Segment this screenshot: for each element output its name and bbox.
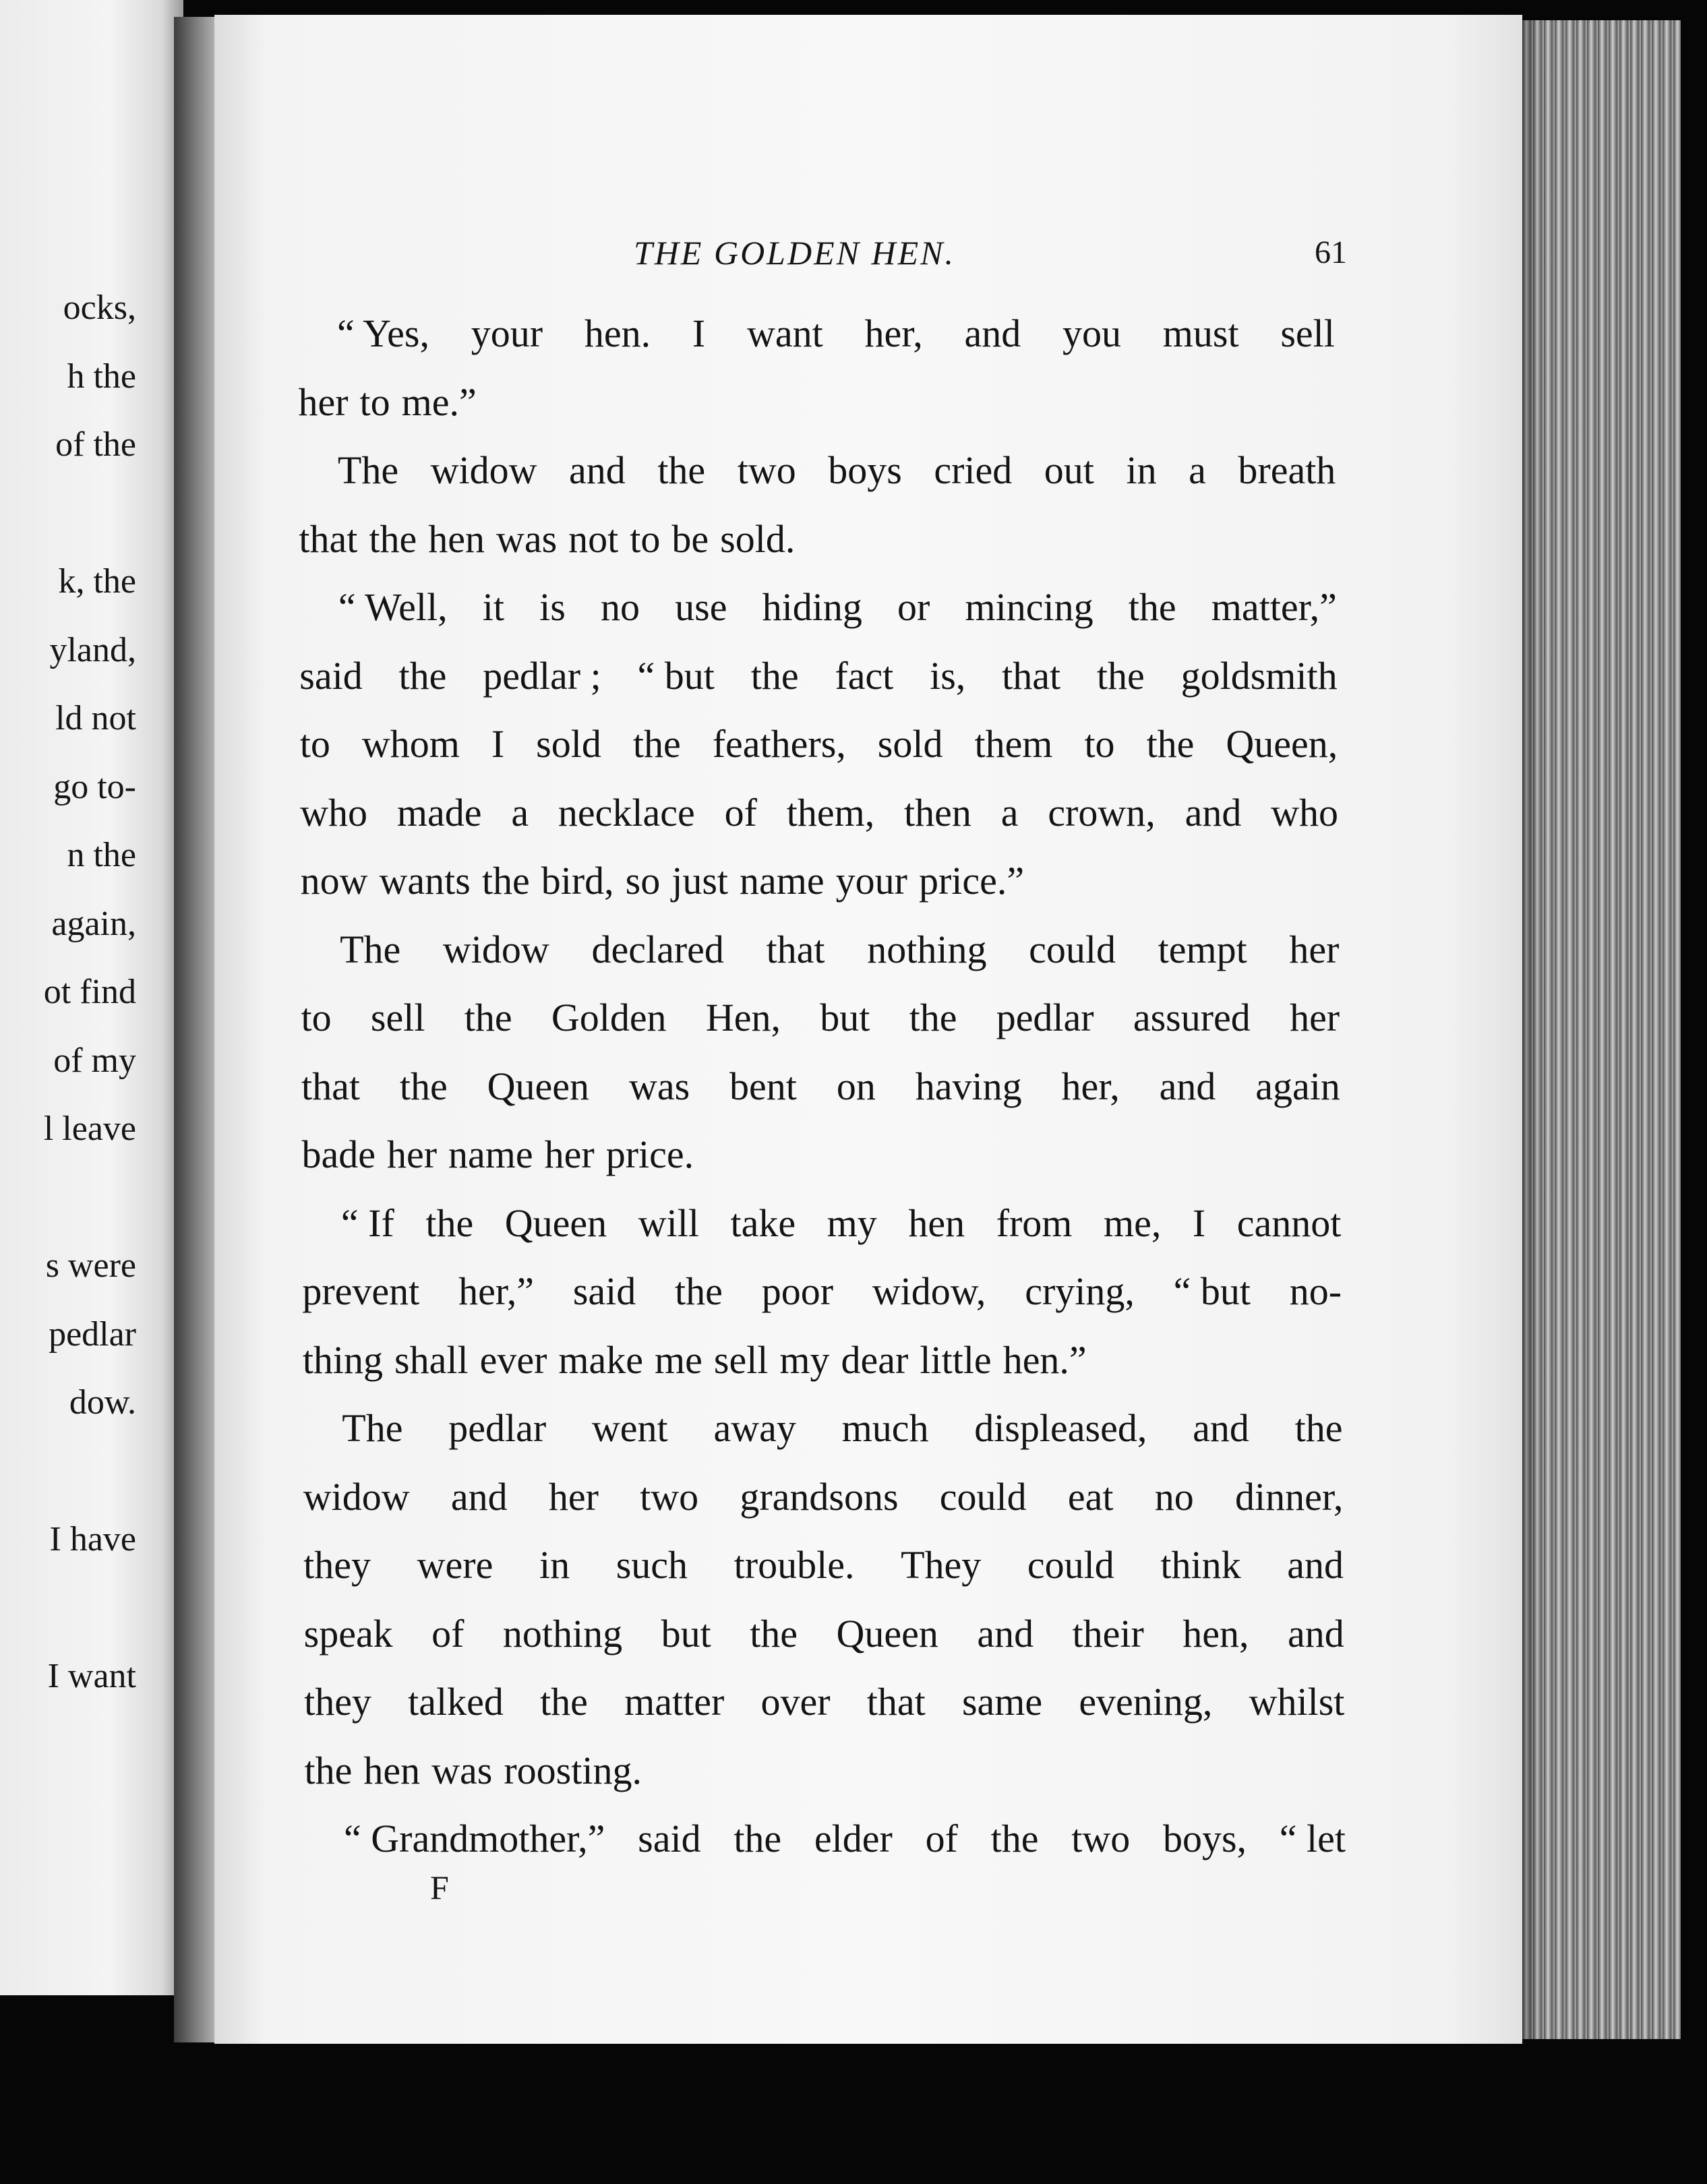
word: sold.	[720, 516, 796, 561]
left-page-line	[0, 284, 183, 332]
word: the	[990, 1817, 1039, 1860]
body-text-line	[303, 1467, 1344, 1527]
left-page-line-text: pedlar	[49, 1314, 136, 1354]
left-page-line-text: l leave	[43, 1110, 136, 1148]
word: your	[471, 311, 543, 355]
word: evening,	[1079, 1680, 1213, 1724]
left-page-line	[0, 490, 183, 537]
word: necklace	[558, 790, 695, 835]
left-page-line	[0, 1516, 183, 1563]
word: bade	[301, 1132, 376, 1176]
left-page-line	[0, 1311, 183, 1358]
left-page-line-text: h the	[67, 357, 136, 396]
word: Queen,	[1226, 722, 1338, 766]
left-page-line	[0, 1585, 183, 1632]
left-page-line-text: of the	[55, 425, 136, 464]
word: pedlar ;	[483, 653, 601, 698]
word: shall	[394, 1337, 469, 1382]
body-text-line	[300, 783, 1338, 843]
body-text-line	[299, 509, 1336, 570]
word: the	[750, 653, 799, 698]
word: me	[655, 1337, 702, 1382]
word: the	[540, 1680, 588, 1724]
word: were	[417, 1543, 493, 1587]
word: of	[431, 1611, 465, 1656]
word: hen.”	[1002, 1337, 1087, 1382]
word: said	[299, 653, 363, 698]
word: dear	[841, 1337, 909, 1382]
left-page-line-text: k, the	[58, 562, 136, 601]
word: the	[1128, 585, 1176, 629]
word: I	[1192, 1201, 1206, 1245]
word: a	[1000, 790, 1019, 835]
word: a	[1189, 448, 1206, 492]
word: widow	[430, 448, 537, 492]
word: price.	[605, 1132, 694, 1176]
word: widow	[303, 1474, 410, 1519]
word: so	[625, 859, 661, 903]
word: said	[572, 1269, 636, 1313]
left-page-line-text: ot find	[43, 973, 136, 1011]
word: and	[1287, 1543, 1344, 1587]
word: you	[1062, 311, 1122, 355]
word: the	[675, 1269, 723, 1313]
word: hen,	[1182, 1611, 1249, 1656]
word: then	[904, 790, 971, 835]
word: and	[964, 311, 1021, 355]
page-edge-shadow	[1522, 20, 1543, 2039]
word: the	[1096, 653, 1145, 698]
word: and	[1159, 1064, 1216, 1108]
word: much	[841, 1406, 929, 1450]
word: make	[558, 1337, 644, 1382]
word: “ Yes,	[337, 311, 429, 355]
body-text-line	[305, 1740, 1346, 1801]
word: feathers,	[712, 722, 846, 766]
word: The	[340, 927, 401, 971]
body-text-line	[301, 1056, 1340, 1117]
word: breath	[1238, 448, 1336, 492]
word: and	[977, 1611, 1034, 1656]
word: from	[996, 1201, 1073, 1245]
word: that	[299, 516, 358, 561]
word: tempt	[1158, 927, 1247, 971]
left-page-line-text: dow.	[69, 1383, 136, 1422]
word: mincing	[965, 585, 1094, 629]
word: having	[915, 1064, 1022, 1108]
word: the	[632, 722, 681, 766]
word: the	[398, 653, 447, 698]
word: that	[866, 1680, 926, 1724]
word: and	[1185, 790, 1242, 835]
word: widow,	[872, 1269, 986, 1313]
word: dinner,	[1234, 1474, 1344, 1519]
left-page-line	[0, 764, 183, 811]
running-header-title: THE GOLDEN HEN.	[634, 234, 955, 272]
word: and	[1287, 1611, 1344, 1656]
word: hen	[363, 1748, 421, 1792]
word: to	[301, 996, 332, 1039]
word: sold	[536, 722, 601, 766]
body-text-line	[303, 1330, 1342, 1391]
body-text-line	[342, 1398, 1342, 1459]
word: could	[1029, 927, 1116, 971]
word: hiding	[762, 585, 862, 629]
word: just	[671, 859, 729, 903]
word: was	[496, 516, 558, 561]
word: They	[901, 1543, 982, 1587]
word: hen	[908, 1201, 965, 1245]
word: whom	[361, 722, 460, 766]
word: is,	[930, 653, 966, 698]
word: the	[369, 516, 417, 561]
word: widow	[442, 927, 549, 971]
left-page-line	[0, 1174, 183, 1221]
left-page-line-text: n the	[67, 836, 136, 874]
word: the	[464, 996, 512, 1039]
left-page-line-text: again,	[51, 904, 136, 943]
word: and	[1193, 1406, 1249, 1450]
word: The	[342, 1406, 403, 1450]
left-page-line-text: ld not	[55, 699, 136, 737]
word: bird,	[541, 859, 614, 903]
word: nothing	[502, 1611, 623, 1656]
word: was	[431, 1748, 493, 1792]
word: pedlar	[996, 996, 1094, 1039]
word: to	[1084, 722, 1115, 766]
word: grandsons	[740, 1474, 899, 1519]
left-page-line-text: ocks,	[63, 289, 136, 327]
word: crying,	[1025, 1269, 1135, 1313]
word: cried	[934, 448, 1013, 492]
word: talked	[408, 1680, 504, 1724]
word: I	[491, 722, 505, 766]
word: to	[359, 380, 390, 424]
body-text-line	[304, 1604, 1344, 1664]
word: sell	[713, 1337, 769, 1382]
word: out	[1044, 448, 1094, 492]
word: “ but	[1173, 1269, 1251, 1313]
word: declared	[591, 927, 724, 971]
left-page-line	[0, 1242, 183, 1290]
word: the	[657, 448, 706, 492]
word: assured	[1133, 996, 1251, 1039]
word: be	[671, 516, 709, 561]
word: use	[675, 585, 727, 629]
word: them,	[786, 790, 875, 835]
word: her	[386, 1132, 438, 1176]
word: her,”	[458, 1269, 535, 1313]
word: no	[600, 585, 640, 629]
left-page-line	[0, 421, 183, 468]
word: but	[661, 1611, 711, 1656]
left-page-line	[0, 627, 183, 674]
left-page-line	[0, 901, 183, 948]
word: want	[746, 311, 823, 355]
word: name	[448, 1132, 533, 1176]
word: roosting.	[504, 1748, 642, 1792]
word: sell	[370, 996, 425, 1039]
word: it	[482, 585, 504, 629]
left-page-line	[0, 1448, 183, 1495]
word: price.”	[918, 859, 1025, 903]
word: whilst	[1249, 1680, 1345, 1724]
word: hen	[428, 516, 485, 561]
word: fact	[835, 653, 894, 698]
word: two	[640, 1474, 699, 1519]
word: no-	[1289, 1269, 1342, 1313]
page-edges	[1522, 20, 1681, 2039]
word: boys	[828, 448, 902, 492]
word: their	[1072, 1611, 1144, 1656]
body-text-line	[304, 1672, 1344, 1732]
word: matter,”	[1211, 585, 1337, 629]
word: I	[692, 311, 706, 355]
word: ever	[479, 1337, 547, 1382]
word: sold	[877, 722, 943, 766]
word: bent	[729, 1064, 797, 1108]
left-page-line	[0, 1653, 183, 1700]
body-text-line	[299, 646, 1337, 706]
left-page-line-text: s were	[45, 1246, 136, 1285]
word: over	[760, 1680, 831, 1724]
word: matter	[624, 1680, 725, 1724]
word: of	[925, 1817, 958, 1860]
word: my	[827, 1201, 877, 1245]
word: Queen	[504, 1201, 607, 1245]
word: pedlar	[448, 1406, 547, 1450]
page-number: 61	[1315, 235, 1347, 270]
word: thing	[302, 1337, 384, 1382]
word: nothing	[867, 927, 987, 971]
word: and	[450, 1474, 508, 1519]
signature-mark: F	[430, 1869, 449, 1906]
word: “ Well,	[338, 585, 448, 629]
word: them	[974, 722, 1053, 766]
body-text-line	[301, 851, 1339, 911]
word: me,	[1103, 1201, 1162, 1245]
word: “ but	[637, 653, 715, 698]
word: no	[1154, 1474, 1194, 1519]
word: me.”	[401, 380, 477, 424]
word: they	[303, 1543, 371, 1587]
word: the	[733, 1817, 782, 1860]
word: name	[740, 859, 825, 903]
left-page-line-text: yland,	[49, 630, 136, 669]
left-page-line	[0, 969, 183, 1016]
word: who	[300, 790, 368, 835]
word: of	[724, 790, 757, 835]
word: think	[1160, 1543, 1241, 1587]
word: could	[1027, 1543, 1114, 1587]
word: in	[539, 1543, 570, 1587]
word: that	[301, 1064, 360, 1108]
word: “ Grandmother,”	[344, 1817, 605, 1860]
word: a	[511, 790, 529, 835]
word: prevent	[302, 1269, 420, 1313]
word: such	[616, 1543, 688, 1587]
left-page	[0, 0, 183, 1995]
body-text-line	[338, 440, 1336, 501]
word: Queen	[836, 1611, 938, 1656]
word: take	[730, 1201, 796, 1245]
body-text-line	[337, 303, 1335, 364]
word: the	[909, 996, 957, 1039]
word: to	[299, 722, 330, 766]
word: or	[897, 585, 930, 629]
word: elder	[814, 1817, 893, 1860]
word: Hen,	[705, 996, 781, 1039]
word: same	[961, 1680, 1043, 1724]
word: goldsmith	[1180, 653, 1338, 698]
left-page-line	[0, 1037, 183, 1085]
word: trouble.	[733, 1543, 855, 1587]
word: poor	[761, 1269, 834, 1313]
word: that	[766, 927, 825, 971]
word: was	[628, 1064, 690, 1108]
body-text-line	[301, 988, 1340, 1048]
left-page-line-text: I have	[49, 1520, 136, 1558]
word: eat	[1067, 1474, 1114, 1519]
left-page-line	[0, 558, 183, 605]
word: must	[1162, 311, 1239, 355]
word: little	[920, 1337, 992, 1382]
word: said	[638, 1817, 701, 1860]
word: but	[820, 996, 870, 1039]
left-page-line-text: of my	[53, 1041, 136, 1080]
word: her,	[864, 311, 923, 355]
body-text-line	[344, 1809, 1346, 1869]
body-text-line	[338, 577, 1337, 638]
word: Golden	[551, 996, 667, 1039]
word: two	[737, 448, 796, 492]
word: Queen	[487, 1064, 590, 1108]
word: your	[835, 859, 907, 903]
word: speak	[303, 1611, 393, 1656]
word: in	[1126, 448, 1157, 492]
word: my	[779, 1337, 830, 1382]
word: is	[539, 585, 566, 629]
left-page-line	[0, 353, 183, 400]
word: they	[304, 1680, 371, 1724]
word: the	[399, 1064, 448, 1108]
word: could	[939, 1474, 1027, 1519]
body-text-line	[301, 1124, 1340, 1185]
word: “ If	[340, 1201, 394, 1245]
left-page-line	[0, 1105, 183, 1153]
word: not	[568, 516, 619, 561]
left-page-line	[0, 1379, 183, 1426]
word: the	[750, 1611, 798, 1656]
body-text-line	[298, 372, 1335, 433]
left-page-line-text: I want	[47, 1657, 136, 1695]
body-text-line	[300, 714, 1338, 775]
word: who	[1271, 790, 1339, 835]
word: the	[1294, 1406, 1343, 1450]
word: boys,	[1162, 1817, 1247, 1860]
word: went	[591, 1406, 668, 1450]
word: crown,	[1048, 790, 1156, 835]
word: her	[1289, 927, 1340, 971]
word: on	[836, 1064, 876, 1108]
body-text-line	[340, 919, 1339, 980]
body-text-line	[303, 1535, 1344, 1596]
word: made	[396, 790, 482, 835]
word: hen.	[584, 311, 651, 355]
word: her	[544, 1132, 595, 1176]
word: to	[630, 516, 661, 561]
left-page-line	[0, 695, 183, 742]
word: her	[298, 380, 349, 424]
word: displeased,	[974, 1406, 1147, 1450]
word: sell	[1280, 311, 1335, 355]
word: wants	[379, 859, 471, 903]
left-page-line-text: go to-	[53, 767, 136, 806]
word: now	[300, 859, 368, 903]
word: cannot	[1236, 1201, 1342, 1245]
word: her	[548, 1474, 599, 1519]
word: “ let	[1279, 1817, 1346, 1860]
body-text-line	[302, 1261, 1342, 1322]
left-page-line	[0, 832, 183, 879]
word: the	[425, 1201, 474, 1245]
word: her	[1290, 996, 1340, 1039]
word: away	[713, 1406, 796, 1450]
word: her,	[1061, 1064, 1120, 1108]
word: the	[1146, 722, 1195, 766]
word: the	[304, 1748, 353, 1792]
word: again	[1255, 1064, 1340, 1108]
word: The	[337, 448, 399, 492]
word: two	[1071, 1817, 1131, 1860]
body-text-line	[341, 1193, 1342, 1254]
word: and	[569, 448, 626, 492]
word: the	[481, 859, 530, 903]
word: that	[1002, 653, 1061, 698]
word: will	[638, 1201, 699, 1245]
